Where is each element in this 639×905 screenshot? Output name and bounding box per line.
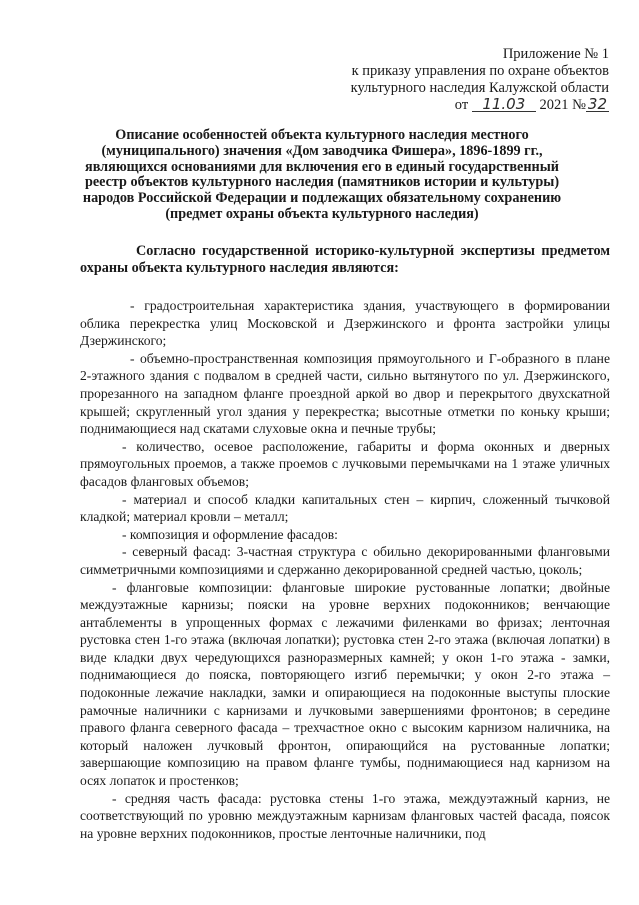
handwritten-number: 32	[587, 95, 607, 113]
date-prefix: от	[454, 97, 469, 113]
body-paragraph: - объемно-пространственная композиция прямоугольного и Г-образного в плане 2-этажного здания с подвалом в средней части, сильно вытянутого по ул. Дзержинского, прорезанного на западном фланге проездной аркой во двор и перекрытого двухскатной крышей; скругленный угол здания у перекрестка; высотные отметки по коньку крыши; поднимающиеся над скатами слуховые окна и печные трубы;	[80, 350, 610, 437]
document-body	[80, 287, 610, 842]
appendix-header	[309, 46, 609, 114]
title-line: Описание особенностей объекта культурного наследия местного	[115, 127, 529, 143]
appendix-date-line	[309, 97, 609, 114]
body-paragraph: - градостроительная характеристика здания, участвующего в формировании облика перекрестка улиц Московской и Дзержинского и фронта застройки улицы Дзержинского;	[80, 298, 610, 349]
body-paragraph: - фланговые композиции: фланговые широкие рустованные лопатки; двойные междуэтажные карнизы; пояски на уровне верхних подоконников; венчающие антаблементы в упрощенных формах с лежачими филенками во фризах; ленточная рустовка стен 1-го этажа (включая лопатки); рустовка стен 2-го этажа (включая лопатки) в виде кладки двух чередующихся разноразмерных камней; у окон 1-го этажа - замки, поднимающиеся до пояска, повторяющего изгиб перемычки; у окон 2-го этажа – подоконные лежачие накладки, замки и опирающиеся на подоконные выступы плоские рамочные наличники с карнизами и лучковыми завершениями фронтонов; в середине правого фланга северного фасада – трехчастное окно с высоким карнизом наличника, на который наложен лучковый фронтон, опирающийся на рустованные лопатки; завершающие композицию на правом фланге тумбы, поднимающиеся над карнизом на осях лопаток и простенков;	[80, 579, 610, 789]
body-paragraph: - композиция и оформление фасадов:	[122, 526, 338, 542]
handwritten-date: 11.03	[472, 97, 536, 112]
intro-paragraph: Согласно государственной историко-культурной экспертизы предметом охраны объекта культурного наследия являются:	[80, 243, 610, 276]
body-paragraph: - материал и способ кладки капитальных стен – кирпич, сложенный тычковой кладкой; материал кровли – металл;	[80, 491, 610, 525]
body-paragraph: - северный фасад: 3-частная структура с обильно декорированными фланговыми симметричными композициями и сдержанно декорированной средней частью, цоколь;	[80, 544, 610, 577]
title-line: являющихся основаниями для включения его в единый государственный	[85, 158, 559, 175]
title-line: (муниципального) значения «Дом заводчика Фишера», 1896-1899 гг.,	[101, 142, 543, 159]
appendix-authority-line: культурного наследия Калужской области	[350, 80, 609, 96]
year-and-number-label: 2021 №	[539, 97, 586, 113]
title-line: (предмет охраны объекта культурного наследия)	[165, 205, 479, 222]
body-paragraph: - средняя часть фасада: рустовка стены 1-го этажа, междуэтажный карниз, не соответствующий по уровню междуэтажным карнизам фланговых частей фасада, поясок на уровне верхних подоконников, простые ленточные наличники, под	[80, 790, 610, 841]
appendix-title: Приложение № 1	[502, 46, 609, 62]
title-line: народов Российской Федерации и подлежащих обязательному сохранению	[82, 190, 562, 207]
appendix-order-line: к приказу управления по охране объектов	[351, 63, 609, 79]
body-paragraph: - количество, осевое расположение, габариты и форма оконных и дверных прямоугольных проемов, а также проемов с лучковыми перемычками на 1 этаже уличных фасадов фланговых объемов;	[80, 438, 610, 489]
title-line: реестр объектов культурного наследия (памятников истории и культуры)	[84, 174, 560, 191]
document-title	[80, 128, 564, 223]
